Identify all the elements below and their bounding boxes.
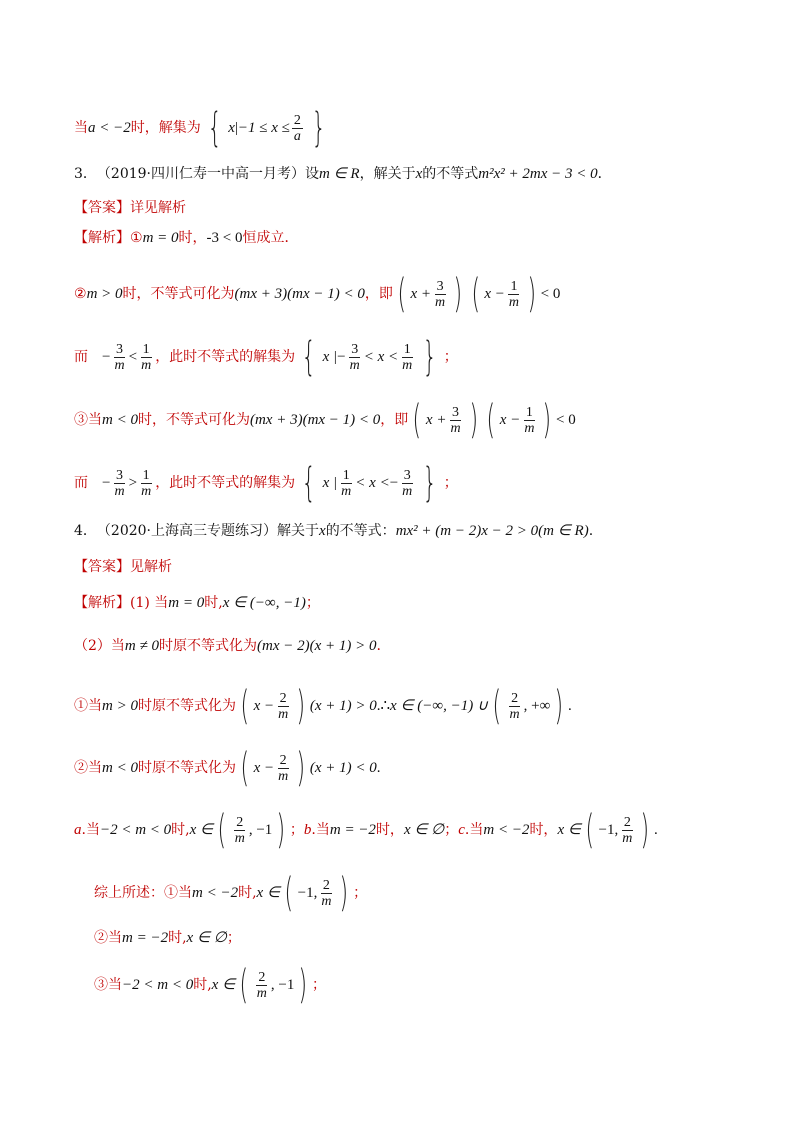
math-op: − (102, 349, 111, 365)
analysis-4-case1 (74, 683, 572, 729)
text: .当 (311, 822, 330, 838)
math-expr: m > 0 (102, 698, 138, 714)
text: 时原不等式化为 (137, 760, 236, 776)
text: 解关于 (277, 523, 320, 539)
math-expr: x ∈ (−∞, −1) ∪ (390, 698, 488, 714)
math-expr: x − (484, 286, 505, 302)
text: . (588, 523, 594, 539)
math-expr: x ∈ (189, 822, 214, 838)
math-var: x (228, 120, 235, 136)
math-expr: x ∈ (256, 885, 281, 901)
math-var: x (415, 166, 423, 182)
fraction: $\frac{3}{m}$ (349, 341, 360, 373)
text: . (567, 698, 572, 714)
text: ； (311, 977, 326, 993)
math-expr: x ∈ ∅ (403, 822, 445, 838)
right-brace: } (423, 334, 438, 380)
math-expr: −1 ≤ x ≤ (237, 120, 290, 136)
math-op: − (102, 475, 111, 491)
left-brace: { (301, 334, 316, 380)
text: 的不等式： (325, 523, 396, 539)
math-expr: −2 < m < 0 (122, 977, 194, 993)
text: ，此时不等式的解集为 (155, 475, 296, 491)
fraction: $\frac{3}{m}$ (402, 467, 413, 499)
text: ②当 (94, 930, 122, 946)
text: c (458, 822, 465, 838)
math-expr: x ∈ (−∞, −1) (222, 595, 306, 611)
math-expr: m = −2 (329, 822, 376, 838)
text: 时，解集为 (130, 120, 201, 136)
text: (1) 当 (130, 595, 169, 611)
math-expr: x + (425, 412, 447, 428)
text: ． (597, 166, 612, 182)
math-inequality: mx² + (m − 2)x − 2 > 0(m ∈ R) (395, 523, 589, 539)
math-expr: < 0 (540, 286, 561, 302)
fraction: $\frac{1}{m}$ (341, 467, 352, 499)
left-paren: ( (397, 271, 406, 317)
right-paren: ) (640, 807, 650, 853)
text: . (376, 760, 381, 776)
math-expr: < x < (363, 349, 399, 365)
text: ； (443, 349, 458, 365)
text: ； (353, 885, 368, 901)
text: 时， (529, 822, 558, 838)
text: 时原不等式化为 (159, 638, 257, 654)
text: .当 (81, 822, 100, 838)
right-paren: ) (453, 271, 463, 317)
analysis-4-subcases (74, 807, 658, 853)
analysis-3-case3 (74, 397, 576, 443)
left-paren: ( (284, 870, 294, 916)
text: ② (74, 286, 87, 302)
text: 而 (74, 475, 88, 491)
math-expr: x + (410, 286, 431, 302)
math-expr: (mx + 3)(mx − 1) < 0 (234, 286, 365, 302)
text: ，即 (380, 412, 409, 428)
math-expr: m < 0 (102, 760, 138, 776)
fraction: $\frac{2}{m}$ (256, 969, 267, 1001)
text: ； (444, 822, 459, 838)
text: 时, (171, 822, 190, 838)
right-paren: ) (296, 683, 306, 729)
answer-text: 见解析 (130, 559, 172, 575)
left-brace: { (301, 460, 316, 506)
math-expr: x − (253, 698, 275, 714)
fraction: $\frac{2}{m}$ (278, 690, 289, 722)
text: 时，不等式可化为 (137, 412, 250, 428)
math-expr: m = 0 (142, 230, 179, 246)
analysis-3-case1 (74, 228, 299, 248)
math-expr: m < 0 (102, 412, 138, 428)
text: . (376, 638, 381, 654)
math-expr: −1, (598, 822, 619, 838)
summary-3 (94, 962, 326, 1008)
math-condition: a < −2 (88, 120, 131, 136)
text: 时, (193, 977, 212, 993)
text: 当 (74, 120, 88, 136)
fraction: $\frac{1}{m}$ (524, 404, 535, 436)
left-paren: ( (585, 807, 595, 853)
analysis-label: 【解析】 (74, 230, 130, 246)
fraction: $\frac{2}{m}$ (234, 814, 245, 846)
text: 时, (168, 930, 187, 946)
math-expr: −1, (297, 885, 318, 901)
math-expr: −2 < m < 0 (99, 822, 172, 838)
text: ① (130, 230, 143, 246)
analysis-3-case3-solution (74, 460, 458, 506)
math-expr: x − (253, 760, 275, 776)
math-expr: m = 0 (168, 595, 205, 611)
fraction: $\frac{2}{m}$ (321, 877, 332, 909)
math-op: < (128, 349, 138, 365)
math-expr: x ∈ (557, 822, 581, 838)
left-brace: { (207, 105, 222, 151)
text: 设 (305, 166, 320, 182)
left-paren: ( (217, 807, 227, 853)
summary-1 (94, 870, 368, 916)
math-expr: , −1 (270, 977, 295, 993)
answer-label: 【答案】 (74, 200, 130, 216)
text: 的不等式 (422, 166, 479, 182)
right-paren: ) (276, 807, 286, 853)
question-4 (74, 521, 593, 541)
left-paren: ( (492, 683, 502, 729)
math-op: − (337, 349, 346, 365)
math-var: x (319, 523, 326, 539)
math-expr: x − (499, 412, 521, 428)
text: （2）当 (74, 638, 125, 654)
answer-4 (74, 557, 172, 577)
math-expr: x ∈ ∅ (186, 930, 227, 946)
math-expr: x | (322, 349, 338, 365)
left-paren: ( (471, 271, 480, 317)
analysis-label: 【解析】 (74, 595, 130, 611)
math-expr: x | (322, 475, 338, 491)
math-expr: (mx + 3)(mx − 1) < 0 (249, 412, 381, 428)
math-bar: | (234, 120, 238, 136)
text: 时, (204, 595, 223, 611)
text: .当 (464, 822, 484, 838)
math-expr: < 0 (556, 412, 576, 428)
fraction: $\frac{1}{m}$ (508, 278, 519, 310)
math-expr: (x + 1) > 0 (309, 698, 377, 714)
math-expr: , +∞ (523, 698, 551, 714)
right-paren: ) (339, 870, 349, 916)
analysis-4-case2 (74, 745, 381, 791)
math-expr: m < −2 (192, 885, 239, 901)
fraction: $\frac{2}{a}$ (293, 112, 301, 144)
fraction: $\frac{1}{m}$ (141, 467, 152, 499)
text: b (303, 822, 312, 838)
math-expr: m < −2 (483, 822, 530, 838)
math-expr: m ∈ R (319, 166, 360, 182)
right-paren: ) (296, 745, 306, 791)
fraction: $\frac{2}{m}$ (622, 814, 633, 846)
text: ； (443, 475, 458, 491)
math-op: > (128, 475, 138, 491)
math-op: − (389, 475, 399, 491)
text: ③当 (74, 412, 102, 428)
analysis-4-p2 (74, 636, 381, 656)
fraction: $\frac{1}{m}$ (402, 341, 413, 373)
right-brace: } (311, 105, 326, 151)
math-expr: , −1 (248, 822, 273, 838)
analysis-3-case2 (74, 271, 561, 317)
left-paren: ( (412, 397, 422, 443)
analysis-3-case2-solution (74, 334, 458, 380)
answer-3 (74, 198, 186, 218)
text: 时， (178, 230, 207, 246)
fraction: $\frac{3}{m}$ (114, 341, 125, 373)
analysis-4-p1 (74, 593, 320, 613)
text: a (74, 822, 82, 838)
question-source: （2019·四川仁寿一中高一月考） (96, 166, 306, 182)
math-inequality: m²x² + 2mx − 3 < 0 (478, 166, 598, 182)
fraction: $\frac{3}{m}$ (435, 278, 446, 310)
math-expr: m = −2 (122, 930, 169, 946)
text: ； (289, 822, 304, 838)
text: 时， (375, 822, 404, 838)
text: 时，不等式可化为 (122, 286, 235, 302)
question-number: 4． (74, 523, 97, 539)
fraction: $\frac{3}{m}$ (450, 404, 461, 436)
math-op: .∴ (376, 698, 391, 714)
math-expr: (mx − 2)(x + 1) > 0 (257, 638, 377, 654)
math-expr: (x + 1) < 0 (309, 760, 377, 776)
solution-line-a-lt-neg2 (74, 105, 332, 151)
answer-text: 详见解析 (130, 200, 186, 216)
right-paren: ) (298, 962, 308, 1008)
text: ，解关于 (359, 166, 416, 182)
fraction: $\frac{2}{m}$ (509, 690, 520, 722)
right-paren: ) (527, 271, 537, 317)
math-expr: m ≠ 0 (124, 638, 159, 654)
math-expr: m > 0 (86, 286, 123, 302)
text: ，此时不等式的解集为 (155, 349, 296, 365)
answer-label: 【答案】 (74, 559, 130, 575)
text: 时原不等式化为 (137, 698, 236, 714)
right-paren: ) (542, 397, 552, 443)
text: ，即 (364, 286, 393, 302)
fraction: $\frac{1}{m}$ (141, 341, 152, 373)
text: 综上所述：①当 (94, 885, 192, 901)
left-paren: ( (240, 683, 250, 729)
left-paren: ( (486, 397, 496, 443)
text: ②当 (74, 760, 102, 776)
text: . (653, 822, 658, 838)
right-brace: } (423, 460, 438, 506)
text: ③当 (94, 977, 122, 993)
text: 恒成立． (242, 230, 299, 246)
fraction: $\frac{3}{m}$ (114, 467, 125, 499)
summary-2 (94, 928, 241, 948)
text: ； (305, 595, 320, 611)
left-paren: ( (240, 745, 250, 791)
question-number: 3． (74, 166, 97, 182)
math-expr: < x < (355, 475, 390, 491)
fraction: $\frac{2}{m}$ (278, 752, 289, 784)
text: 而 (74, 349, 88, 365)
text: 时, (238, 885, 257, 901)
text: ①当 (74, 698, 102, 714)
question-source: （2020·上海高三专题练习） (96, 523, 278, 539)
right-paren: ) (554, 683, 564, 729)
right-paren: ) (469, 397, 478, 443)
math-expr: -3 < 0 (206, 230, 243, 246)
question-3 (74, 164, 612, 184)
math-expr: x ∈ (211, 977, 236, 993)
text: ； (226, 930, 241, 946)
left-paren: ( (239, 962, 249, 1008)
